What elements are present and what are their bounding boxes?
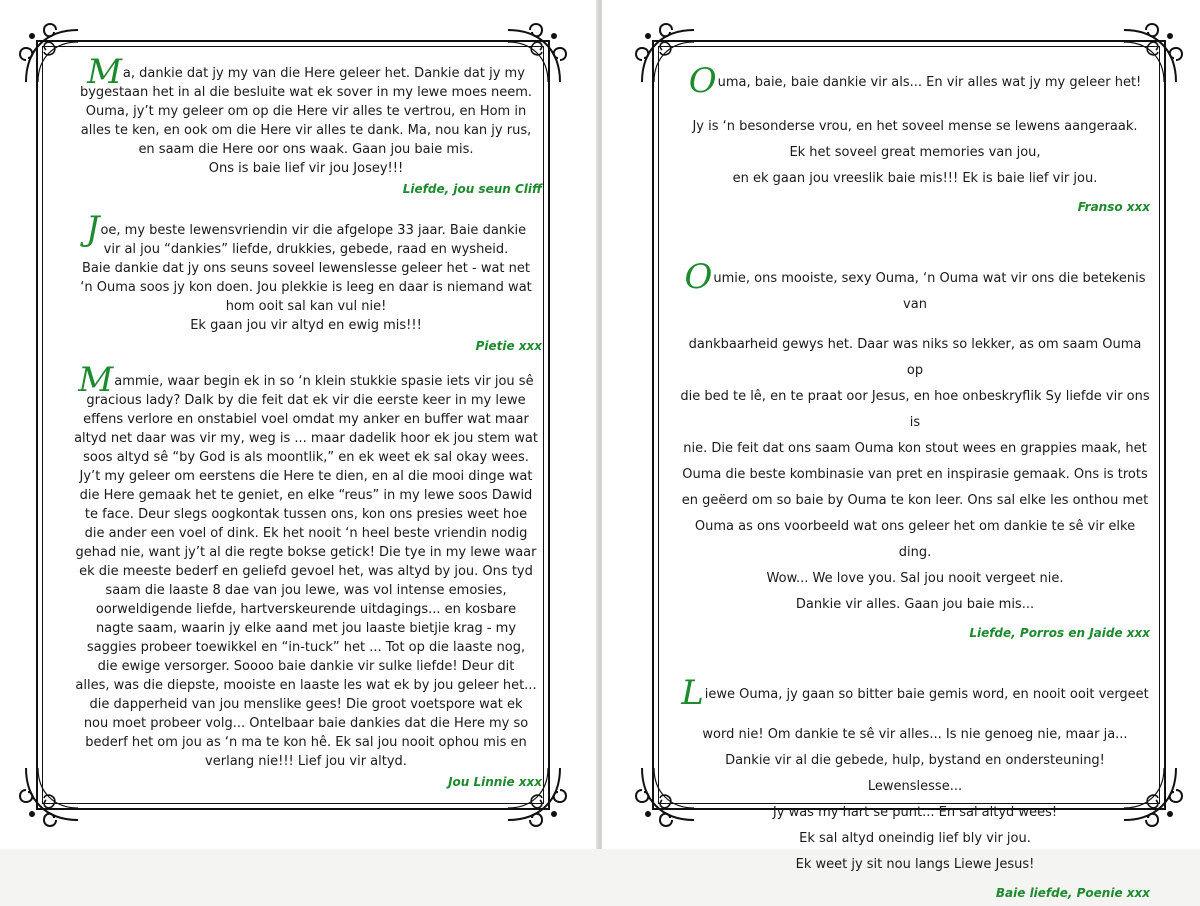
message-line: nie. Die feit dat ons saam Ouma kon stout wees en grappies maak, het (683, 441, 1147, 456)
right-page (602, 0, 1200, 900)
message-line: Ouma die beste kombinasie van pret en inspirasie gemaak. Ons is trots (682, 467, 1148, 482)
message-first-line: Liewe Ouma, jy gaan so bitter baie gemis word, en nooit ooit vergeet (681, 673, 1149, 713)
message-first-line: Ouma, baie, baie dankie vir als... En vir alles wat jy my geleer het! (688, 61, 1142, 101)
message-line: effens verlore en onstabiel voel omdat my anker en buffer wat maar (83, 412, 529, 427)
signature: Jou Linnie xxx (448, 775, 542, 789)
message-line: alles, was die diepste, mooiste en laaste les wat ek by jou geleer het... (75, 678, 537, 693)
message-line: nou moet probeer volg... Ontelbaar baie dankies dat die Here my so (83, 716, 529, 731)
message-line: die Here gemaak het te geniet, en elke “reus” in my lewe soos Dawid (79, 488, 533, 503)
message-line: ‘n Ouma soos jy kon doen. Jou plekkie is leeg en daar is niemand wat (80, 280, 532, 295)
message-line: en geëerd om so baie by Ouma te kon leer. Ons sal elke les onthou met (681, 493, 1149, 508)
signature: Pietie xxx (475, 339, 542, 353)
decorative-initial: J (85, 209, 100, 249)
message-line: vir al jou “dankies” liefde, drukkies, gebede, raad en wysheid. (103, 242, 509, 257)
message-line: bederf het om jou as ‘n ma te kon hê. Ek sal jou nooit ophou mis en (85, 735, 527, 750)
decorative-initial: L (681, 673, 704, 713)
message-line: Ouma, jy’t my geleer om op die Here vir alles te vertrou, en Hom in (85, 104, 527, 119)
decorative-initial: M (78, 360, 114, 400)
message-first-line: Joe, my beste lewensvriendin vir die afgelope 33 jaar. Baie dankie (85, 209, 527, 249)
message-line: saam die laaste 8 dae van jou lewe, was vol intense emosies, (105, 583, 507, 598)
message-line: oorweldigende liefde, hartverskeurende uitdagings... en kosbare (95, 602, 517, 617)
right-content (680, 62, 1150, 906)
tribute-message-cliff (70, 52, 542, 199)
message-line: Baie dankie dat jy ons seuns soveel lewenslesse geleer het - wat net (82, 261, 530, 276)
message-line: nagte saam, waarin jy elke aand met jou laaste bietjie krag - my (95, 621, 517, 636)
message-line: die bed te lê, en te praat oor Jesus, en hoe onbeskryflik Sy liefde vir ons is (680, 389, 1150, 430)
tribute-message-linnie (70, 360, 542, 792)
message-line: bygestaan het in al die besluite wat ek sover in my lewe moes neem. (79, 85, 533, 100)
message-line: ek die meeste bederf en geliefd gevoel het, was altyd by jou. Ons tyd (79, 564, 533, 579)
message-line: Jy’t my geleer om eerstens die Here te dien, en al die mooi dinge wat (79, 469, 533, 484)
tribute-message-poenie (680, 673, 1150, 906)
message-line: word nie! Om dankie te sê vir alles... Is nie genoeg nie, maar ja... (702, 727, 1128, 742)
message-line: Ek het soveel great memories van jou, (789, 145, 1041, 160)
message-line: alles te ken, en ook om die Here vir alles te dank. Ma, nou kan jy rus, (80, 123, 532, 138)
signature: Liefde, Porros en Jaide xxx (969, 626, 1150, 640)
message-line: te face. Deur slegs oogkontak tussen ons, kon ons presies weet hoe (84, 507, 528, 522)
message-line: hom ooit sal kan vul nie! (225, 299, 387, 314)
message-line: Ons is baie lief vir jou Josey!!! (208, 161, 404, 176)
message-line: soos altyd sê “by God is als moontlik,” en ek weet ek sal okay wees. (83, 450, 529, 465)
message-first-line: Ma, dankie dat jy my van die Here geleer het. Dankie dat jy my (87, 52, 525, 92)
signature: Liefde, jou seun Cliff (402, 182, 542, 196)
message-line: Jy was my hart se punt... En sal altyd wees! (772, 805, 1058, 820)
message-line: Ek weet jy sit nou langs Liewe Jesus! (795, 857, 1035, 872)
message-line: saggies probeer toewikkel en “in-tuck” het ... Tot op die laaste nog, (86, 640, 526, 655)
message-line: Ouma as ons voorbeeld wat ons geleer het om dankie te sê vir elke ding. (694, 519, 1136, 560)
left-page (0, 0, 598, 849)
message-first-line: Oumie, ons mooiste, sexy Ouma, ‘n Ouma wat vir ons die betekenis van (684, 257, 1146, 312)
message-line: gehad nie, want jy’t al die regte bokse getick! Die tye in my lewe waar (75, 545, 537, 560)
message-line: Dankie vir alles. Gaan jou baie mis... (795, 597, 1035, 612)
tribute-message-pietie (70, 209, 542, 356)
message-line: Ek gaan jou vir altyd en ewig mis!!! (190, 318, 422, 333)
message-line: Wow... We love you. Sal jou nooit vergeet nie. (766, 571, 1064, 586)
message-line: en saam die Here oor ons waak. Gaan jou baie mis. (138, 142, 474, 157)
message-line: die ander een voel of dink. Ek het nooit ‘n heel beste vriendin nodig (84, 526, 528, 541)
signature: Baie liefde, Poenie xxx (995, 886, 1150, 900)
signature: Franso xxx (1077, 200, 1150, 214)
message-line: gracious lady? Dalk by die feit dat ek vir die eerste keer in my lewe (86, 393, 526, 408)
message-line: verlang nie!!! Lief jou vir altyd. (205, 754, 407, 769)
message-line: dankbaarheid gewys het. Daar was niks so lekker, as om saam Ouma op (688, 337, 1142, 378)
tribute-message-franso (680, 61, 1150, 220)
message-line: Dankie vir al die gebede, hulp, bystand en ondersteuning! Lewenslesse... (725, 753, 1105, 794)
message-line: die ewige versorger. Soooo baie dankie vir sulke liefde! Deur dit (97, 659, 515, 674)
decorative-initial: O (688, 61, 717, 101)
message-first-line: Mammie, waar begin ek in so ‘n klein stukkie spasie iets vir jou sê (78, 360, 534, 400)
tribute-message-porros-jaide (680, 257, 1150, 646)
message-line: altyd net daar was vir my, weg is ... maar dadelik hoor ek jou stem wat (74, 431, 538, 446)
message-line: en ek gaan jou vreeslik baie mis!!! Ek is baie lief vir jou. (732, 171, 1098, 186)
message-line: Ek sal altyd oneindig lief bly vir jou. (799, 831, 1031, 846)
message-line: Jy is ‘n besonderse vrou, en het soveel mense se lewens aangeraak. (692, 119, 1138, 134)
decorative-initial: M (87, 52, 122, 92)
left-content (70, 52, 542, 792)
decorative-initial: O (684, 257, 713, 297)
message-line: die dapperheid van jou menslike gees! Die groot voetspore wat ek (89, 697, 523, 712)
